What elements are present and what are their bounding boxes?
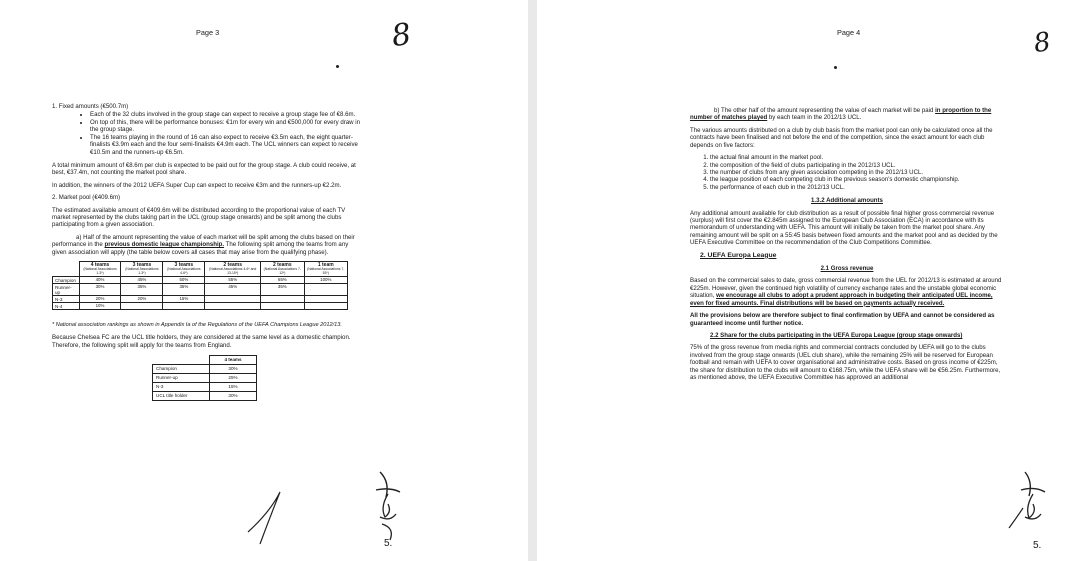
list-item: 1. the actual final amount in the market pool. bbox=[710, 154, 1004, 161]
half-market-paragraph bbox=[52, 234, 364, 256]
para-b-text-end: by each team in the 2012/13 UCL. bbox=[767, 114, 862, 122]
market-split-table bbox=[52, 261, 348, 310]
footnote: * National association rankings as shown in Appendix Ia of the Regulations of the UEFA Champions League 2012/13. bbox=[52, 322, 342, 329]
para-b-text: b) The other half of the amount representing the value of each market will be paid bbox=[714, 107, 936, 114]
table-row: N-4 10% bbox=[53, 303, 348, 310]
table-row: Champion 30% bbox=[153, 365, 257, 374]
gross-emphasis: we encourage all clubs to adopt a prudent approach in budgeting their anticipated UEL income, even for fixed amounts. Final distributions will be based on payments actually received. bbox=[690, 292, 993, 307]
para-a-text-end: The following split among the teams from any given association will apply (the table below covers all cases that may arise from the qualifying phase). bbox=[52, 241, 349, 256]
club-share-paragraph: 75% of the gross revenue from media rights and commercial contracts concluded by UEFA will go to the clubs involved from the group stage onwards (UEL club share), while the remaining 25% will be reserved for European football and remain with UEFA to cover organisational and administrative costs. Based on gross income of €225m, the share for distribution to the clubs will amount to €168.75m, while the UEFA share will be €56.25m. Furthermore, as mentioned above, the UEFA Executive Committee has approved an additional bbox=[690, 344, 1001, 382]
column-header: 3 teams (National Associations 1-3*) bbox=[121, 262, 163, 277]
heading-club-share: 2.2 Share for the clubs participating in the UEFA Europa League (group stage onwards) bbox=[710, 331, 963, 339]
dot-mark bbox=[336, 65, 339, 68]
handwritten-page-number: 8 bbox=[389, 16, 414, 55]
para-a-text: a) Half of the amount representing the value of each market will be split among the clubs based on their performance in the bbox=[52, 233, 355, 249]
various-amounts-paragraph: The various amounts distributed on a club by club basis from the market pool can only be calculated once all the contracts have been finalised and not before the end of the competition, since the exact amount for each club depends on five factors: bbox=[690, 126, 993, 149]
table-row: Runner-up 25% bbox=[153, 374, 257, 383]
gross-text: Based on the commercial sales to date, gross commercial revenue from the UEL for 2012/13 is estimated at around €225m. However, given the continued high volatility of currency exchange rates and the unstable global economic situation, bbox=[690, 277, 1002, 300]
gross-revenue-paragraph bbox=[690, 277, 1004, 307]
minimum-amount-paragraph: A total minimum amount of €8.6m per club is expected to be paid out for the group stage. A club could receive, at best, €37.4m, not counting the market pool share. bbox=[52, 161, 356, 177]
para-b-emphasis: in proportion to the number of matches played bbox=[690, 107, 992, 122]
page-label: Page 3 bbox=[196, 28, 220, 37]
list-item: 5. the performance of each club in the 2012/13 UCL. bbox=[710, 184, 1004, 191]
market-pool-paragraph: The estimated available amount of €409.6m will be distributed according to the proportional value of each TV market represented by the clubs taking part in the UCL (group stage onwards) and be split among the clubs participating from a given association. bbox=[52, 206, 346, 229]
factors-list bbox=[690, 154, 1004, 191]
table-row: Champion 40% 45% 50% 55% 65% 100% bbox=[53, 277, 348, 284]
fixed-amounts-list bbox=[52, 111, 364, 156]
list-item: 4. the league position of each competing club in the previous season's domestic championship. bbox=[710, 176, 1004, 183]
document-page-3 bbox=[0, 0, 528, 561]
section-2-heading: 2. Market pool (€409.6m) bbox=[52, 194, 121, 202]
bullet-item: • On top of this, there will be performance bonuses: €1m for every win and €500,000 for every draw in the group stage. bbox=[90, 119, 364, 134]
heading-gross-revenue: 2.1 Gross revenue bbox=[820, 265, 874, 273]
table-row: N-3 20% 20% 15% bbox=[53, 296, 348, 303]
heading-additional-amounts: 1.3.2 Additional amounts bbox=[811, 197, 883, 205]
para-a-emphasis: previous domestic league championship. bbox=[104, 241, 225, 249]
provisions-paragraph: All the provisions below are therefore subject to final confirmation by UEFA and cannot be considered as guaranteed income until further notice. bbox=[690, 312, 995, 327]
column-header: 1 team (National Associations 7-53*) bbox=[304, 262, 347, 277]
page-4-body bbox=[690, 107, 1004, 387]
page-3-body bbox=[52, 103, 364, 401]
handwritten-initials-icon bbox=[1007, 462, 1065, 552]
heading-europa-league: 2. UEFA Europa League bbox=[700, 251, 777, 259]
page-label: Page 4 bbox=[837, 28, 861, 37]
column-header: 4 teams (National Associations 1-3*) bbox=[79, 262, 121, 277]
england-split-table: 4 teams Champion 30% Runner-up 25% N-3 15% UCL title holder 30% bbox=[152, 355, 257, 401]
bullet-item: • Each of the 32 clubs involved in the group stage can expect to receive a group stage fee of €8.6m. bbox=[90, 111, 364, 118]
document-page-4 bbox=[537, 0, 1065, 561]
dot-mark bbox=[834, 66, 837, 69]
chelsea-paragraph: Because Chelsea FC are the UCL title holders, they are considered at the same level as a domestic champion. Therefore, the following split will apply for the teams from England. bbox=[52, 334, 351, 349]
table-row: UCL title holder 30% bbox=[153, 392, 257, 401]
handwritten-page-number: 8 bbox=[1031, 27, 1053, 60]
half-matches-paragraph bbox=[690, 107, 1004, 122]
table-row: Runner-up 30% 35% 35% 45% 35% bbox=[53, 284, 348, 296]
section-1-heading: 1. Fixed amounts (€500.7m) bbox=[52, 103, 129, 110]
additional-amounts-paragraph: Any additional amount available for club distribution as a result of possible final higher gross commercial revenue (surplus) will first cover the €2.845m assigned to the European Club Association (ECA) in accordance with its memorandum of understanding with UEFA. This amount will initially be taken from the market pool share. Any remaining amount will be split on a 55:45 basis between fixed amounts and the market pool and as decided by the UEFA Executive Committee on the recommendation of the Club Competitions Committee. bbox=[690, 209, 998, 247]
list-item: 3. the number of clubs from any given association competing in the 2012/13 UCL. bbox=[710, 169, 1004, 176]
bullet-item: • The 16 teams playing in the round of 16 can also expect to receive €3.5m each, the eight quarter-finalists €3.9m each and the four semi-finalists €4.9m each. The UCL winners can expect to receive €10.5m and the runners-up €6.5m. bbox=[90, 134, 364, 156]
super-cup-paragraph: In addition, the winners of the 2012 UEFA Super Cup can expect to receive €3m and the runners-up €2.2m. bbox=[52, 181, 342, 189]
handwritten-mark: 5. bbox=[384, 538, 393, 549]
table-row: N-3 15% bbox=[153, 383, 257, 392]
handwritten-mark: 5. bbox=[1033, 540, 1042, 551]
list-item: 2. the composition of the field of clubs participating in the 2012/13 UCL. bbox=[710, 162, 1004, 169]
column-header: 3 teams (National Associations 4-6*) bbox=[163, 262, 205, 277]
column-header: 2 teams (National Associations 4-6* and 13-15*) bbox=[205, 262, 261, 277]
column-header: 2 teams (National Associations 7-12*) bbox=[261, 262, 304, 277]
